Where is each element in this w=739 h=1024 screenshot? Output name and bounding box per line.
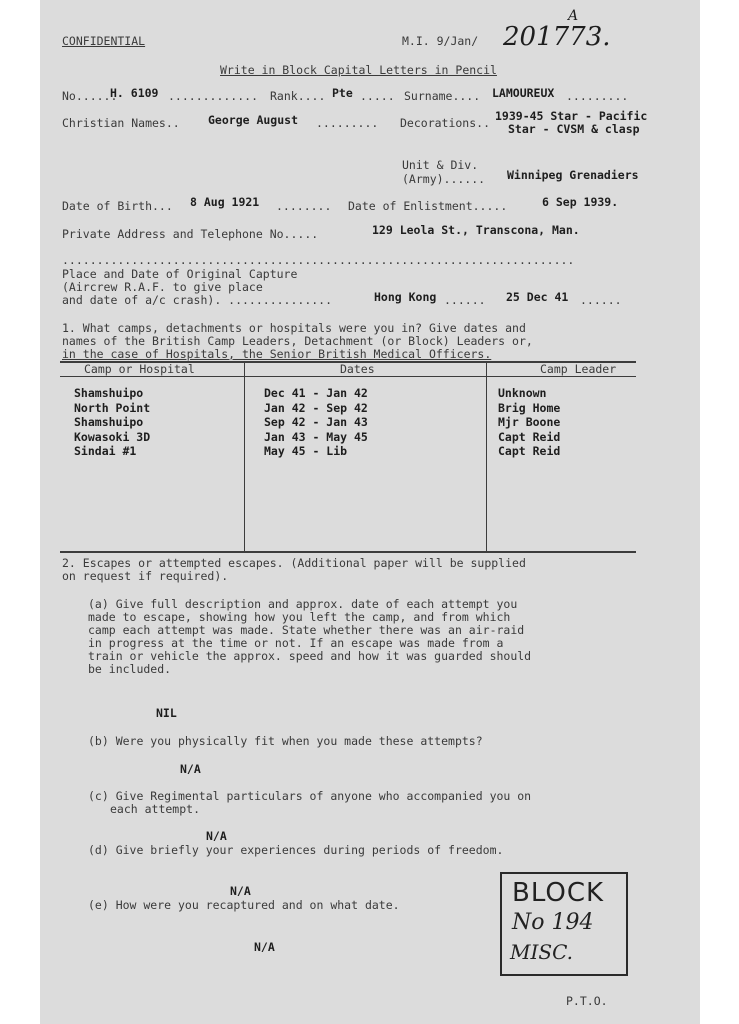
table-header-camp: Camp or Hospital (84, 362, 195, 376)
q2d-answer: N/A (230, 884, 251, 898)
rank-label: Rank.... (270, 89, 326, 103)
date-of-enlistment-label: Date of Enlistment..... (348, 199, 508, 213)
rank-value: Pte (332, 86, 353, 100)
table-cell: Brig Home (498, 400, 561, 415)
table-cell: Shamshuipo (74, 415, 144, 429)
date-of-birth-value: 8 Aug 1921 (190, 195, 260, 209)
address-label: Private Address and Telephone No..... (62, 227, 319, 241)
q2e-answer: N/A (254, 940, 275, 954)
document-page: CONFIDENTIAL M.I. 9/Jan/ 201773. A Write in Block Capital Letters in Pencil No...... H. 6109 ............. Rank.... Pte ..... Surname.... LAMOUREUX ......... Christian Names.. George August ......... Decorations.. 1939-45 Star - Pacific Star - CVSM & clasp Unit & Div. (Army)...... Winnipeg Grenadiers Date of Birth... 8 Aug 1921 ........ Date of Enlistment..... 6 Sep 1939. Private Address and Telephone No..... 129 Leola St., Transcona, Man. .......................................................................... Place and Date of Original Capture (Aircrew R.A.F. to give place and date of a/c crash). ............... Hong Kong ...... 25 Dec 41 ...... 1. What camps, detachments or hospitals were you in? Give dates and names of the British Camp Leaders, Detachment (or Block) Leaders or, in the case of Hospitals, the Senior British Medical Officers. Camp or Hospital Dates Camp Leader Shamshuipo North Point Shamshuipo Kowasoki 3D Sindai #1 Dec 41 - Jan 42 Jan 42 - Sep 42 Sep 42 - Jan 43 Jan 43 - May 45 May 45 - Lib Unknown Brig Home Mjr Boone Capt Reid Capt Reid 2. Escapes or attempted escapes. (Additional paper will be supplied on request if required). (a) Give full description and approx. date of each attempt you made to escape, showing how you left the camp, and from which camp each attempt was made. State whether there was an air-raid in progress at the time or not. If an escape was made from a train or vehicle the approx. speed and how it was guarded should be included. NIL (b) Were you physically fit when you made these attempts? N/A (c) Give Regimental particulars of anyone who accompanied you on each attempt. N/A (d) Give briefly your experiences during periods of freedom. N/A (e) How were you recaptured and on what date. N/A BLOCK No 194 MISC. P.T.O. (40, 0, 700, 1024)
unit-label-line1: Unit & Div. (402, 158, 479, 172)
reference-prefix: M.I. 9/Jan/ (402, 34, 479, 48)
q2b-line: (b) Were you physically fit when you made these attempts? (88, 734, 483, 748)
christian-names-value: George August (208, 113, 299, 127)
table-cell: Sep 42 - Jan 43 (264, 415, 368, 429)
capture-label-line2: (Aircrew R.A.F. to give place (62, 280, 263, 294)
q2c-line2: each attempt. (110, 802, 201, 816)
table-header-leader: Camp Leader (540, 362, 617, 376)
q2a-line5: train or vehicle the approx. speed and how it was guarded should (88, 649, 532, 663)
q2a-line3: camp each attempt was made. State whether there was an air-raid (88, 623, 525, 637)
table-cell: Sindai #1 (74, 444, 137, 458)
table-cell: Unknown (498, 386, 547, 400)
q1-line2: names of the British Camp Leaders, Detachment (or Block) Leaders or, (62, 334, 533, 348)
leader-column (498, 386, 560, 459)
table-cell: Jan 42 - Sep 42 (264, 400, 368, 415)
table-cell: Capt Reid (498, 429, 561, 444)
date-of-birth-label: Date of Birth... (62, 199, 173, 213)
q2c-line1: (c) Give Regimental particulars of anyone who accompanied you on (88, 789, 532, 803)
q2a-answer: NIL (156, 706, 177, 720)
block-stamp (500, 872, 628, 976)
service-number-label: No...... (62, 89, 118, 103)
q2-line1: 2. Escapes or attempted escapes. (Additional paper will be supplied (62, 556, 526, 570)
table-cell: North Point (74, 400, 151, 415)
stamp-line1: BLOCK (512, 878, 605, 908)
q2-line2: on request if required). (62, 569, 229, 583)
christian-names-label: Christian Names.. (62, 116, 180, 130)
decorations-value-line1: 1939-45 Star - Pacific (495, 109, 648, 123)
decorations-label: Decorations.. (400, 116, 491, 130)
q2c-answer: N/A (206, 829, 227, 843)
table-cell: Shamshuipo (74, 386, 144, 400)
form-instruction: Write in Block Capital Letters in Pencil (220, 63, 497, 77)
q2a-line2: made to escape, showing how you left the camp, and from which (88, 610, 511, 624)
table-cell: Kowasoki 3D (74, 429, 151, 444)
q1-line1: 1. What camps, detachments or hospitals were you in? Give dates and (62, 321, 526, 335)
surname-label: Surname.... (404, 89, 481, 103)
table-cell: May 45 - Lib (264, 444, 348, 458)
table-cell: Dec 41 - Jan 42 (264, 386, 368, 400)
dates-column (264, 386, 368, 459)
q2a-line6: be included. (88, 662, 172, 676)
reference-number: 201773. (503, 22, 611, 52)
q1-line3: in the case of Hospitals, the Senior British Medical Officers. (62, 347, 492, 361)
address-value: 129 Leola St., Transcona, Man. (372, 223, 580, 237)
table-cell: Capt Reid (498, 444, 561, 458)
capture-label-line3: and date of a/c crash). ............... (62, 293, 333, 307)
camp-column (74, 386, 150, 459)
date-of-enlistment-value: 6 Sep 1939. (542, 195, 619, 209)
decorations-value-line2: Star - CVSM & clasp (508, 122, 640, 136)
capture-date: 25 Dec 41 (506, 290, 569, 304)
table-cell: Mjr Boone (498, 415, 561, 429)
q2a-line4: in progress at the time or not. If an escape was made from a (88, 636, 504, 650)
pto-note: P.T.O. (566, 994, 608, 1008)
capture-place: Hong Kong (374, 290, 437, 304)
q2d-line: (d) Give briefly your experiences during periods of freedom. (88, 843, 504, 857)
unit-label-line2: (Army)...... (402, 172, 486, 186)
stamp-line3: MISC. (510, 940, 574, 964)
table-header-dates: Dates (340, 362, 375, 376)
capture-label-line1: Place and Date of Original Capture (62, 267, 298, 281)
q2e-line: (e) How were you recaptured and on what date. (88, 898, 400, 912)
q2b-answer: N/A (180, 762, 201, 776)
unit-value: Winnipeg Grenadiers (507, 168, 639, 182)
stamp-line2: No 194 (512, 910, 594, 935)
service-number-value: H. 6109 (110, 86, 159, 100)
reference-mark: A (568, 8, 579, 24)
table-cell: Jan 43 - May 45 (264, 429, 368, 444)
confidential-heading: CONFIDENTIAL (62, 34, 146, 48)
surname-value: LAMOUREUX (492, 86, 555, 100)
q2a-line1: (a) Give full description and approx. date of each attempt you (88, 597, 518, 611)
